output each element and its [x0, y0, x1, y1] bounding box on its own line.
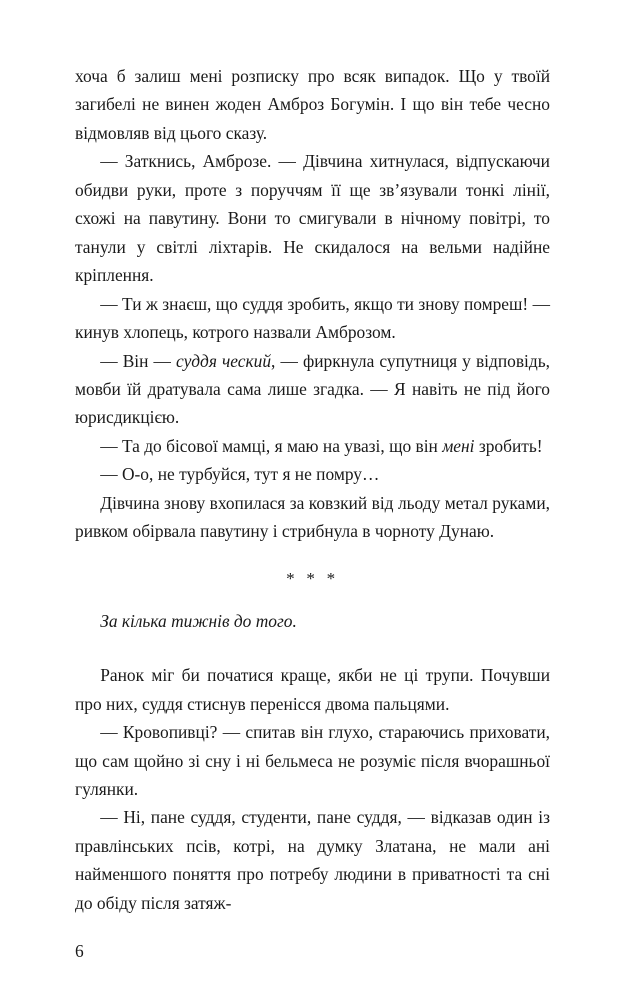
paragraph: Дівчина знову вхопилася за ковзкий від льоду метал руками, ривком обірвала павутину і стрибнула в чорноту Дунаю.: [75, 492, 550, 542]
page-body-top: [75, 62, 550, 546]
paragraph-with-italic: — Та до бісової мамці, я маю на увазі, що він мені зробить!: [100, 435, 543, 456]
paragraph: — Ні, пане суддя, студенти, пане суддя, — відказав один із правлінських псів, котрі, на думку Златана, не мали ані найменшого поняття про потребу людини в приватності та сні до обіду після затяж-: [75, 807, 550, 913]
italic-word: мені: [442, 435, 475, 456]
paragraph-with-italic: — Він — суддя ческий, — фиркнула супутниця у відповідь, мовби їй дратувала сама лише згадка. — Я навіть не під його юрисдикцією.: [75, 350, 551, 428]
italic-phrase: суддя ческий: [175, 350, 272, 371]
scene-lead-in: За кілька тижнів до того.: [100, 610, 297, 631]
paragraph: — Заткнись, Амброзе. — Дівчина хитнулася, відпускаючи обидви руки, проте з поруччям її ще зв’язували тонкі лінії, схожі на павутину. Вони то смигували в нічному повітрі, то танули у світлі ліхтарів. Не скидалося на вельми надійне кріплення.: [75, 151, 550, 286]
page-number: 6: [75, 941, 84, 961]
paragraph: Ранок міг би початися краще, якби не ці трупи. Почувши про них, суддя стиснув перенісся двома пальцями.: [75, 665, 550, 714]
paragraph: хоча б залиш мені розписку про всяк випадок. Що у твоїй загибелі не винен жоден Амброз Богумін. І що він тебе чесно відмовляв від цього сказу.: [75, 66, 550, 143]
paragraph: — Кровопивці? — спитав він глухо, стараючись приховати, що сам щойно зі сну і ні бельмеса не розуміє після вчорашньої гулянки.: [75, 722, 550, 799]
paragraph: — О-о, не турбуйся, тут я не помру…: [100, 464, 380, 485]
paragraph: — Ти ж знаєш, що суддя зробить, якщо ти знову помреш! — кинув хлопець, котрого назвали Амброзом.: [75, 293, 550, 343]
scene-break-divider: * * *: [286, 568, 339, 588]
page-body-bottom: [75, 661, 550, 917]
